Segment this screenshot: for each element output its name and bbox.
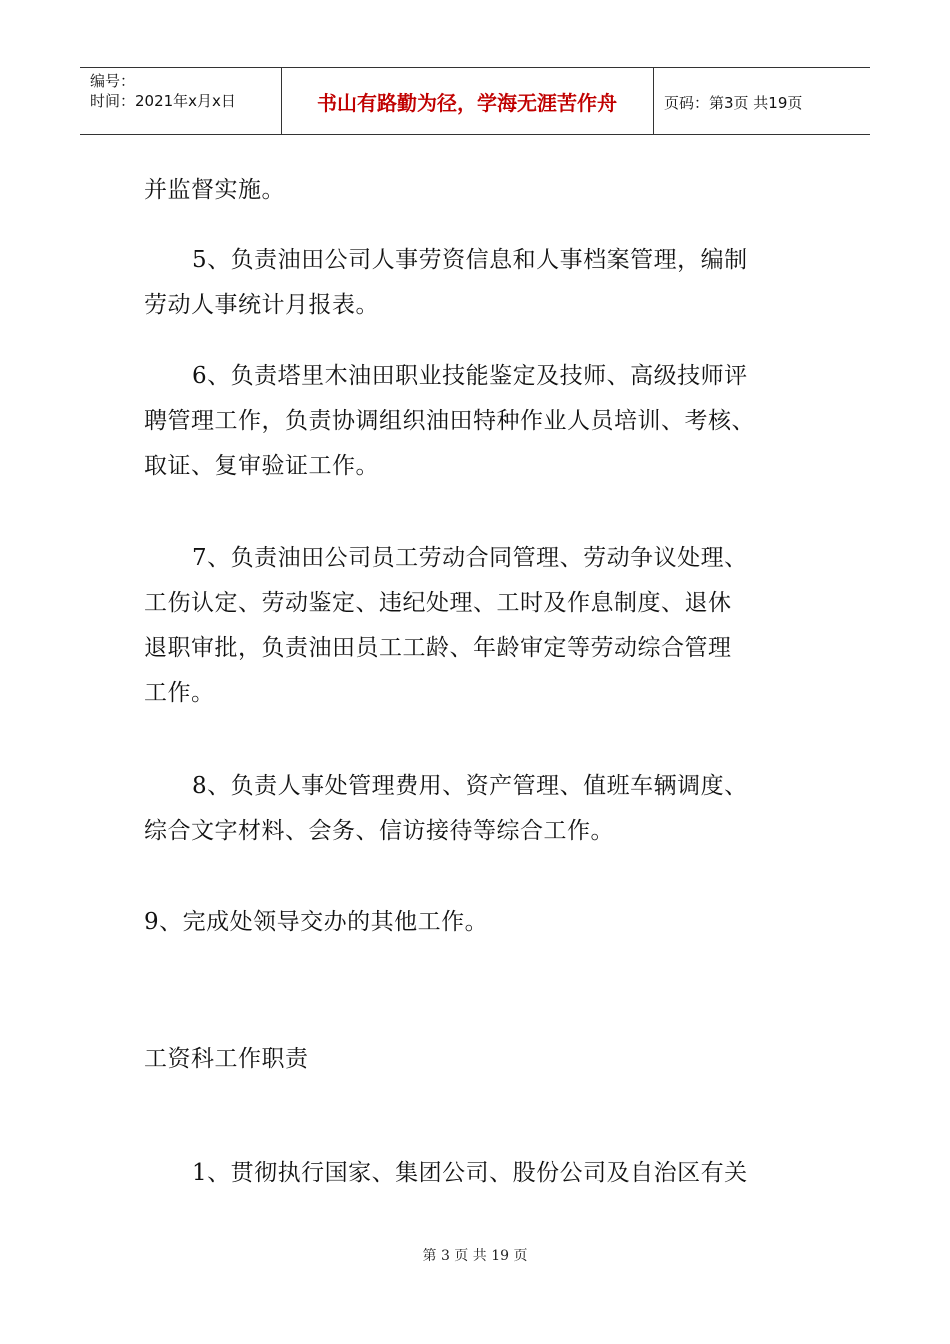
paragraph-line: 6、负责塔里木油田职业技能鉴定及技师、高级技师评 (192, 363, 748, 389)
paragraph-line: 取证、复审验证工作。 (144, 453, 379, 479)
document-header (80, 67, 870, 135)
paragraph-line: 8、负责人事处管理费用、资产管理、值班车辆调度、 (192, 773, 748, 799)
paragraph-line: 劳动人事统计月报表。 (144, 292, 379, 318)
paragraph-line: 9、完成处领导交办的其他工作。 (144, 909, 489, 935)
header-divider (653, 68, 654, 134)
paragraph-line: 5、负责油田公司人事劳资信息和人事档案管理，编制 (192, 247, 748, 273)
paragraph-item-5 (144, 238, 804, 328)
paragraph-continuation (144, 168, 804, 213)
header-motto: 书山有路勤为径，学海无涯苦作舟 (317, 91, 617, 115)
document-number-label: 编号： (90, 72, 136, 90)
section-title-text: 工资科工作职责 (144, 1046, 309, 1072)
paragraph-line: 工作。 (144, 680, 215, 706)
paragraph-line: 7、负责油田公司员工劳动合同管理、劳动争议处理、 (192, 545, 748, 571)
paragraph-item-8 (144, 764, 804, 854)
paragraph-item-7 (144, 536, 804, 716)
paragraph-line: 1、贯彻执行国家、集团公司、股份公司及自治区有关 (192, 1160, 748, 1186)
header-page-number: 页码：第3页 共19页 (664, 94, 803, 112)
paragraph-line: 工伤认定、劳动鉴定、违纪处理、工时及作息制度、退休 (144, 590, 732, 616)
section-item-1 (144, 1151, 804, 1196)
paragraph-line: 聘管理工作，负责协调组织油田特种作业人员培训、考核、 (144, 408, 755, 434)
paragraph-item-6 (144, 354, 804, 489)
paragraph-line: 并监督实施。 (144, 177, 285, 203)
paragraph-line: 综合文字材料、会务、信访接待等综合工作。 (144, 818, 614, 844)
page-footer: 第 3 页 共 19 页 (422, 1248, 528, 1264)
header-meta (90, 71, 236, 111)
paragraph-line: 退职审批，负责油田员工工龄、年龄审定等劳动综合管理 (144, 635, 732, 661)
paragraph-item-9 (144, 900, 804, 945)
document-date-label: 时间：2021年x月x日 (90, 92, 236, 110)
section-title (144, 1037, 804, 1082)
